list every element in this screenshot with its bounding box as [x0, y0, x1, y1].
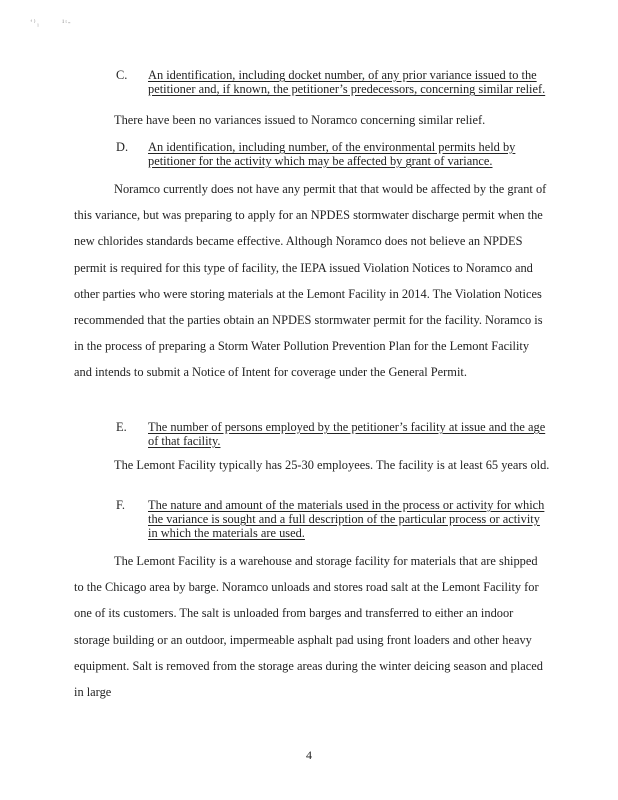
section-f-heading-text: The nature and amount of the materials used in the process or activity for which the variance is sought and a full description of the particular process or activity in which the materials are used.	[148, 498, 545, 540]
section-f-letter: F.	[116, 498, 125, 512]
section-f-response-text: The Lemont Facility is a warehouse and storage facility for materials that are shipped to the Chicago area by barge. Noramco unloads and stores road salt at the Lemont Facility for one of its customers. The salt is unloaded from barges and transferred to either an indoor storage building or an outdoor, impermeable asphalt pad using front loaders and other heavy equipment. Salt is removed from the storage areas during the winter deicing season and placed in large	[74, 554, 543, 700]
section-c-letter: C.	[116, 68, 128, 82]
section-d-response-text: Noramco currently does not have any permit that that would be affected by the grant of this variance, but was preparing to apply for an NPDES stormwater discharge permit when the new chlorides standards became effective. Although Noramco does not believe an NPDES permit is required for this type of facility, the IEPA issued Violation Notices to Noramco and other parties who were storing materials at the Lemont Facility in 2014. The Violation Notices recommended that the parties obtain an NPDES stormwater permit for the facility. Noramco is in the process of preparing a Storm Water Pollution Prevention Plan for the Lemont Facility and intends to submit a Notice of Intent for coverage under the General Permit.	[74, 182, 547, 380]
section-d-response	[74, 176, 548, 386]
page-number: 4	[306, 748, 312, 762]
section-c-response: There have been no variances issued to Noramco concerning similar relief.	[114, 113, 486, 127]
section-c-heading-text: An identification, including docket number, of any prior variance issued to the petitioner and, if known, the petitioner’s predecessors, concerning similar relief.	[148, 68, 546, 96]
section-d-heading-text: An identification, including number, of the environmental permits held by petitioner for the activity which may be affected by grant of variance.	[148, 140, 516, 168]
section-e-letter: E.	[116, 420, 127, 434]
section-f-response	[74, 548, 548, 705]
scan-artifact-mark: ‘⁾₁	[30, 18, 41, 27]
section-e-response: The Lemont Facility typically has 25-30 employees. The facility is at least 65 years old.	[114, 458, 550, 472]
section-d-letter: D.	[116, 140, 129, 154]
scan-artifact-mark: ¹ᵗ‑	[62, 18, 72, 27]
section-e-heading-text: The number of persons employed by the petitioner’s facility at issue and the age of that facility.	[148, 420, 546, 448]
